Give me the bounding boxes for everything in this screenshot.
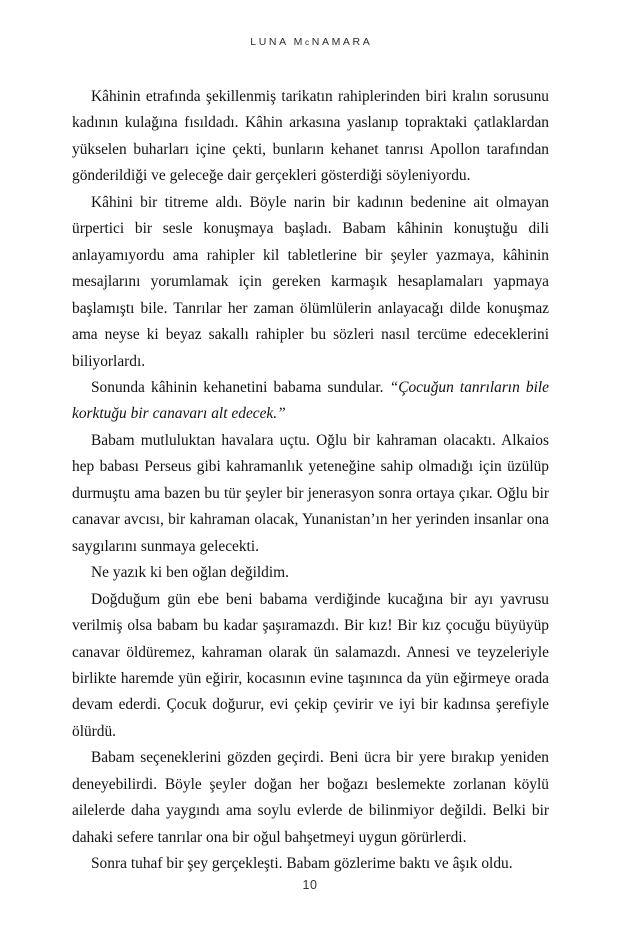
paragraph-with-quote (72, 375, 549, 428)
paragraph-lead-text: Sonunda kâhinin kehanetini babama sundular. (91, 378, 390, 396)
body-text-block (72, 84, 549, 878)
page-number: 10 (302, 878, 318, 892)
oracle-prophecy-quote: “Çocuğun tanrıların bile korktuğu bir canavarı alt edecek.” (72, 378, 549, 423)
paragraph: Kâhinin etrafında şekillenmiş tarikatın rahiplerinden biri kralın sorusunu kadının kulağına fısıldadı. Kâhin arkasına yaslanıp topraktaki çatlaklardan yükselen buharları içine çekti, bunların kehanet tanrısı Apollon tarafından gönderildiği ve geleceğe dair gerçekleri gösterdiği söyleniyordu. (72, 88, 549, 185)
paragraph: Doğduğum gün ebe beni babama verdiğinde kucağına bir ayı yavrusu verilmiş olsa babam bu kadar şaşıramazdı. Bir kız! Bir kız çocuğu büyüyüp canavar öldüremez, kahraman olarak ün salamazdı. Annesi ve teyzeleriyle birlikte haremde yün eğirir, kocasının evine taşınınca da yün eğirmeye orada devam ederdi. Çocuk doğurur, evi çekip çevirir ve iyi bir kadınsa şerefiyle ölürdü. (72, 590, 549, 740)
running-head-part-two: NAMARA (311, 36, 373, 48)
running-head-part-one: LUNA M (250, 36, 305, 48)
paragraph: Babam mutluluktan havalara uçtu. Oğlu bir kahraman olacaktı. Alkaios hep babası Perseus gibi kahramanlık yeteneğine sahip olmadığı için üzülüp durmuştu ama bazen bu tür şeyler bir jenerasyon sonra ortaya çıkar. Oğlu bir canavar avcısı, bir kahraman olacak, Yunanistan’ın her yerinden insanlar ona saygılarını sunmaya gelecekti. (72, 431, 549, 555)
paragraph: Ne yazık ki ben oğlan değildim. (91, 564, 289, 582)
paragraph: Babam seçeneklerini gözden geçirdi. Beni ücra bir yere bırakıp yeniden deneyebilirdi. Böyle şeyler doğan her boğazı beslemekte zorlanan köylü ailelerde daha yaygındı ama soylu evlerde de bilinmiyor değildi. Belki bir dahaki sefere tanrılar ona bir oğul bahşetmeyi uygun görürlerdi. (72, 749, 549, 846)
paragraph: Kâhini bir titreme aldı. Böyle narin bir kadının bedenine ait olmayan ürpertici bir sesle konuşmaya başladı. Babam kâhinin konuştuğu dili anlayamıyordu ama rahipler kil tabletlerine bir şeyler yazmaya, kâhinin mesajlarını yorumlamak için gereken karmaşık hesaplamaları yapmaya başlamıştı bile. Tanrılar her zaman ölümlülerin anlayacağı dilde konuşmaz ama neyse ki beyaz sakallı rahipler bu sözleri nasıl tercüme edeceklerini biliyorlardı. (72, 193, 549, 370)
running-head-small-c: c (304, 37, 312, 47)
paragraph: Sonra tuhaf bir şey gerçekleşti. Babam gözlerime baktı ve âşık oldu. (91, 855, 513, 873)
running-head (0, 36, 620, 48)
